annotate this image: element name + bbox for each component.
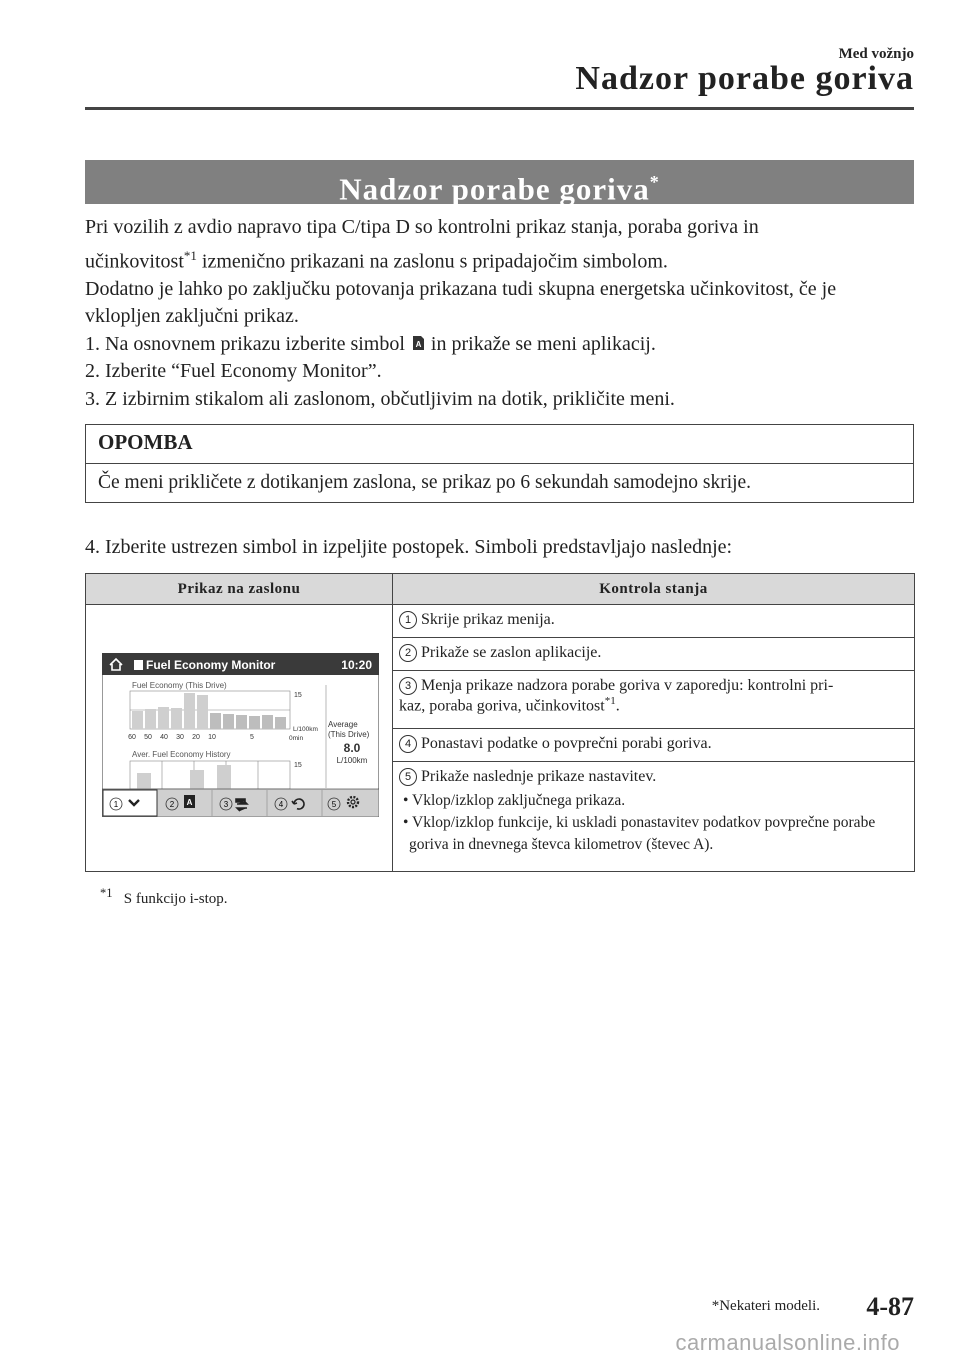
table-row: 5 Prikaže naslednje prikaze nastavitev. • Vklop/izklop zaključnega prikaza. • Vklop/izklop funkcije, ki uskladi ponastavitev podatkov povprečne porabe goriva in dnevnega števca kilometrov (števec A). — [393, 762, 915, 872]
chart1-xtick: 40 — [160, 734, 168, 741]
chart2-title: Aver. Fuel Economy History — [132, 750, 231, 759]
apps-icon — [410, 334, 426, 352]
chart1-bar — [223, 714, 234, 729]
models-note: *Nekateri modeli. — [711, 1298, 820, 1314]
chart1-bar — [236, 715, 247, 729]
chart1-xtick: 10 — [208, 734, 216, 741]
table-header-display: Prikaz na zaslonu — [86, 574, 393, 605]
svg-text:2: 2 — [169, 800, 175, 809]
table-row: 4 Ponastavi podatke o povprečni porabi goriva. — [393, 729, 915, 762]
chart1-bar — [275, 717, 286, 729]
chart1-xtick: 50 — [144, 734, 152, 741]
chart1-ymax: 15 — [294, 692, 302, 699]
chart1-bar — [197, 695, 208, 729]
svg-text:3: 3 — [223, 800, 229, 809]
step-3: 3. Z izbirnim stikalom ali zaslonom, občutljivim na dotik, prikličite meni. — [85, 387, 675, 410]
step-1: 1. Na osnovnem prikazu izberite simbol A in prikaže se meni aplikacij. — [85, 332, 656, 355]
step-2: 2. Izberite “Fuel Economy Monitor”. — [85, 360, 382, 383]
average-unit: L/100km — [336, 756, 368, 765]
page-number: 4-87 — [866, 1292, 914, 1321]
banner-title: Nadzor porabe goriva — [339, 171, 650, 207]
table-row: 3 Menja prikaze nadzora porabe goriva v zaporedju: kontrolni pri- kaz, poraba goriva, učinkovitost$^{*1}$. — [393, 671, 915, 729]
step-4: 4. Izberite ustrezen simbol in izpeljite postopek. Simboli predstavljajo naslednje: — [85, 536, 733, 558]
chart1-zero: 0min — [289, 735, 304, 742]
svg-text:A: A — [415, 339, 422, 349]
svg-text:1: 1 — [113, 800, 119, 809]
footnote: $^{*1}$ S funkcijo i-stop. — [100, 886, 228, 907]
note-heading: OPOMBA — [86, 425, 913, 464]
table-header-control: Kontrola stanja — [393, 574, 915, 605]
chart1-bar — [158, 707, 169, 729]
chart1-xtick: 60 — [128, 734, 136, 741]
chart1-bar — [145, 709, 156, 729]
average-value: 8.0 — [343, 741, 361, 755]
hide-menu-button[interactable] — [103, 790, 157, 816]
chart2-ymax: 15 — [294, 762, 302, 769]
header-rule — [85, 107, 914, 110]
svg-text:A: A — [186, 798, 193, 807]
note-text: Če meni prikličete z dotikanjem zaslona, se prikaz po 6 sekundah samodejno skrije. — [98, 472, 752, 493]
page-header-title: Nadzor porabe goriva — [575, 60, 914, 97]
chart1-title: Fuel Economy (This Drive) — [132, 681, 227, 690]
intro-line-1: Pri vozilih z avdio napravo tipa C/tipa D so kontrolni prikaz stanja, poraba goriva in — [85, 216, 759, 238]
chart1-bar — [262, 715, 273, 729]
chart1-bar — [210, 713, 221, 729]
intro-text — [85, 214, 915, 413]
screen-title: Fuel Economy Monitor — [146, 658, 276, 672]
note-box — [85, 424, 914, 503]
screen-time: 10:20 — [341, 658, 372, 672]
apps-icon — [134, 660, 143, 670]
table-row: 2 Prikaže se zaslon aplikacije. — [393, 638, 915, 671]
chart1-xtick: 30 — [176, 734, 184, 741]
chart1-xtick: 20 — [192, 734, 200, 741]
intro-paragraph-2: Dodatno je lahko po zaključku potovanja prikazana tudi skupna energetska učinkovitost, če je vklopljen zaključni prikaz. — [85, 277, 837, 328]
chart1-bar — [132, 711, 143, 729]
svg-text:4: 4 — [278, 800, 284, 809]
section-label: Med vožnjo — [838, 46, 914, 62]
section-banner — [85, 160, 914, 207]
chart1-bar — [249, 716, 260, 729]
chart1-xtick: 5 — [250, 734, 254, 741]
average-label-1: Average — [328, 720, 358, 729]
average-label-2: (This Drive) — [328, 730, 370, 739]
fuel-economy-screen — [102, 653, 379, 817]
table-row: 1 Skrije prikaz menija. — [393, 605, 915, 638]
chart1-unit: L/100km — [293, 726, 318, 733]
svg-text:5: 5 — [331, 800, 337, 809]
chart1-bar — [171, 708, 182, 729]
chart1-bar — [184, 693, 195, 729]
apps-button-icon[interactable] — [184, 795, 195, 808]
banner-mark: * — [649, 172, 660, 192]
watermark-text: carmanualsonline.info — [675, 1330, 900, 1355]
intro-line-2: učinkovitost$^{*1}$ izmenično prikazani na zaslonu s pripadajočim simbolom. — [85, 247, 668, 273]
list-item: • Vklop/izklop funkcije, ki uskladi ponastavitev podatkov povprečne porabe goriva in dnevnega števca kilometrov (števec A). — [403, 814, 876, 854]
list-item: • Vklop/izklop zaključnega prikaza. — [403, 792, 626, 810]
